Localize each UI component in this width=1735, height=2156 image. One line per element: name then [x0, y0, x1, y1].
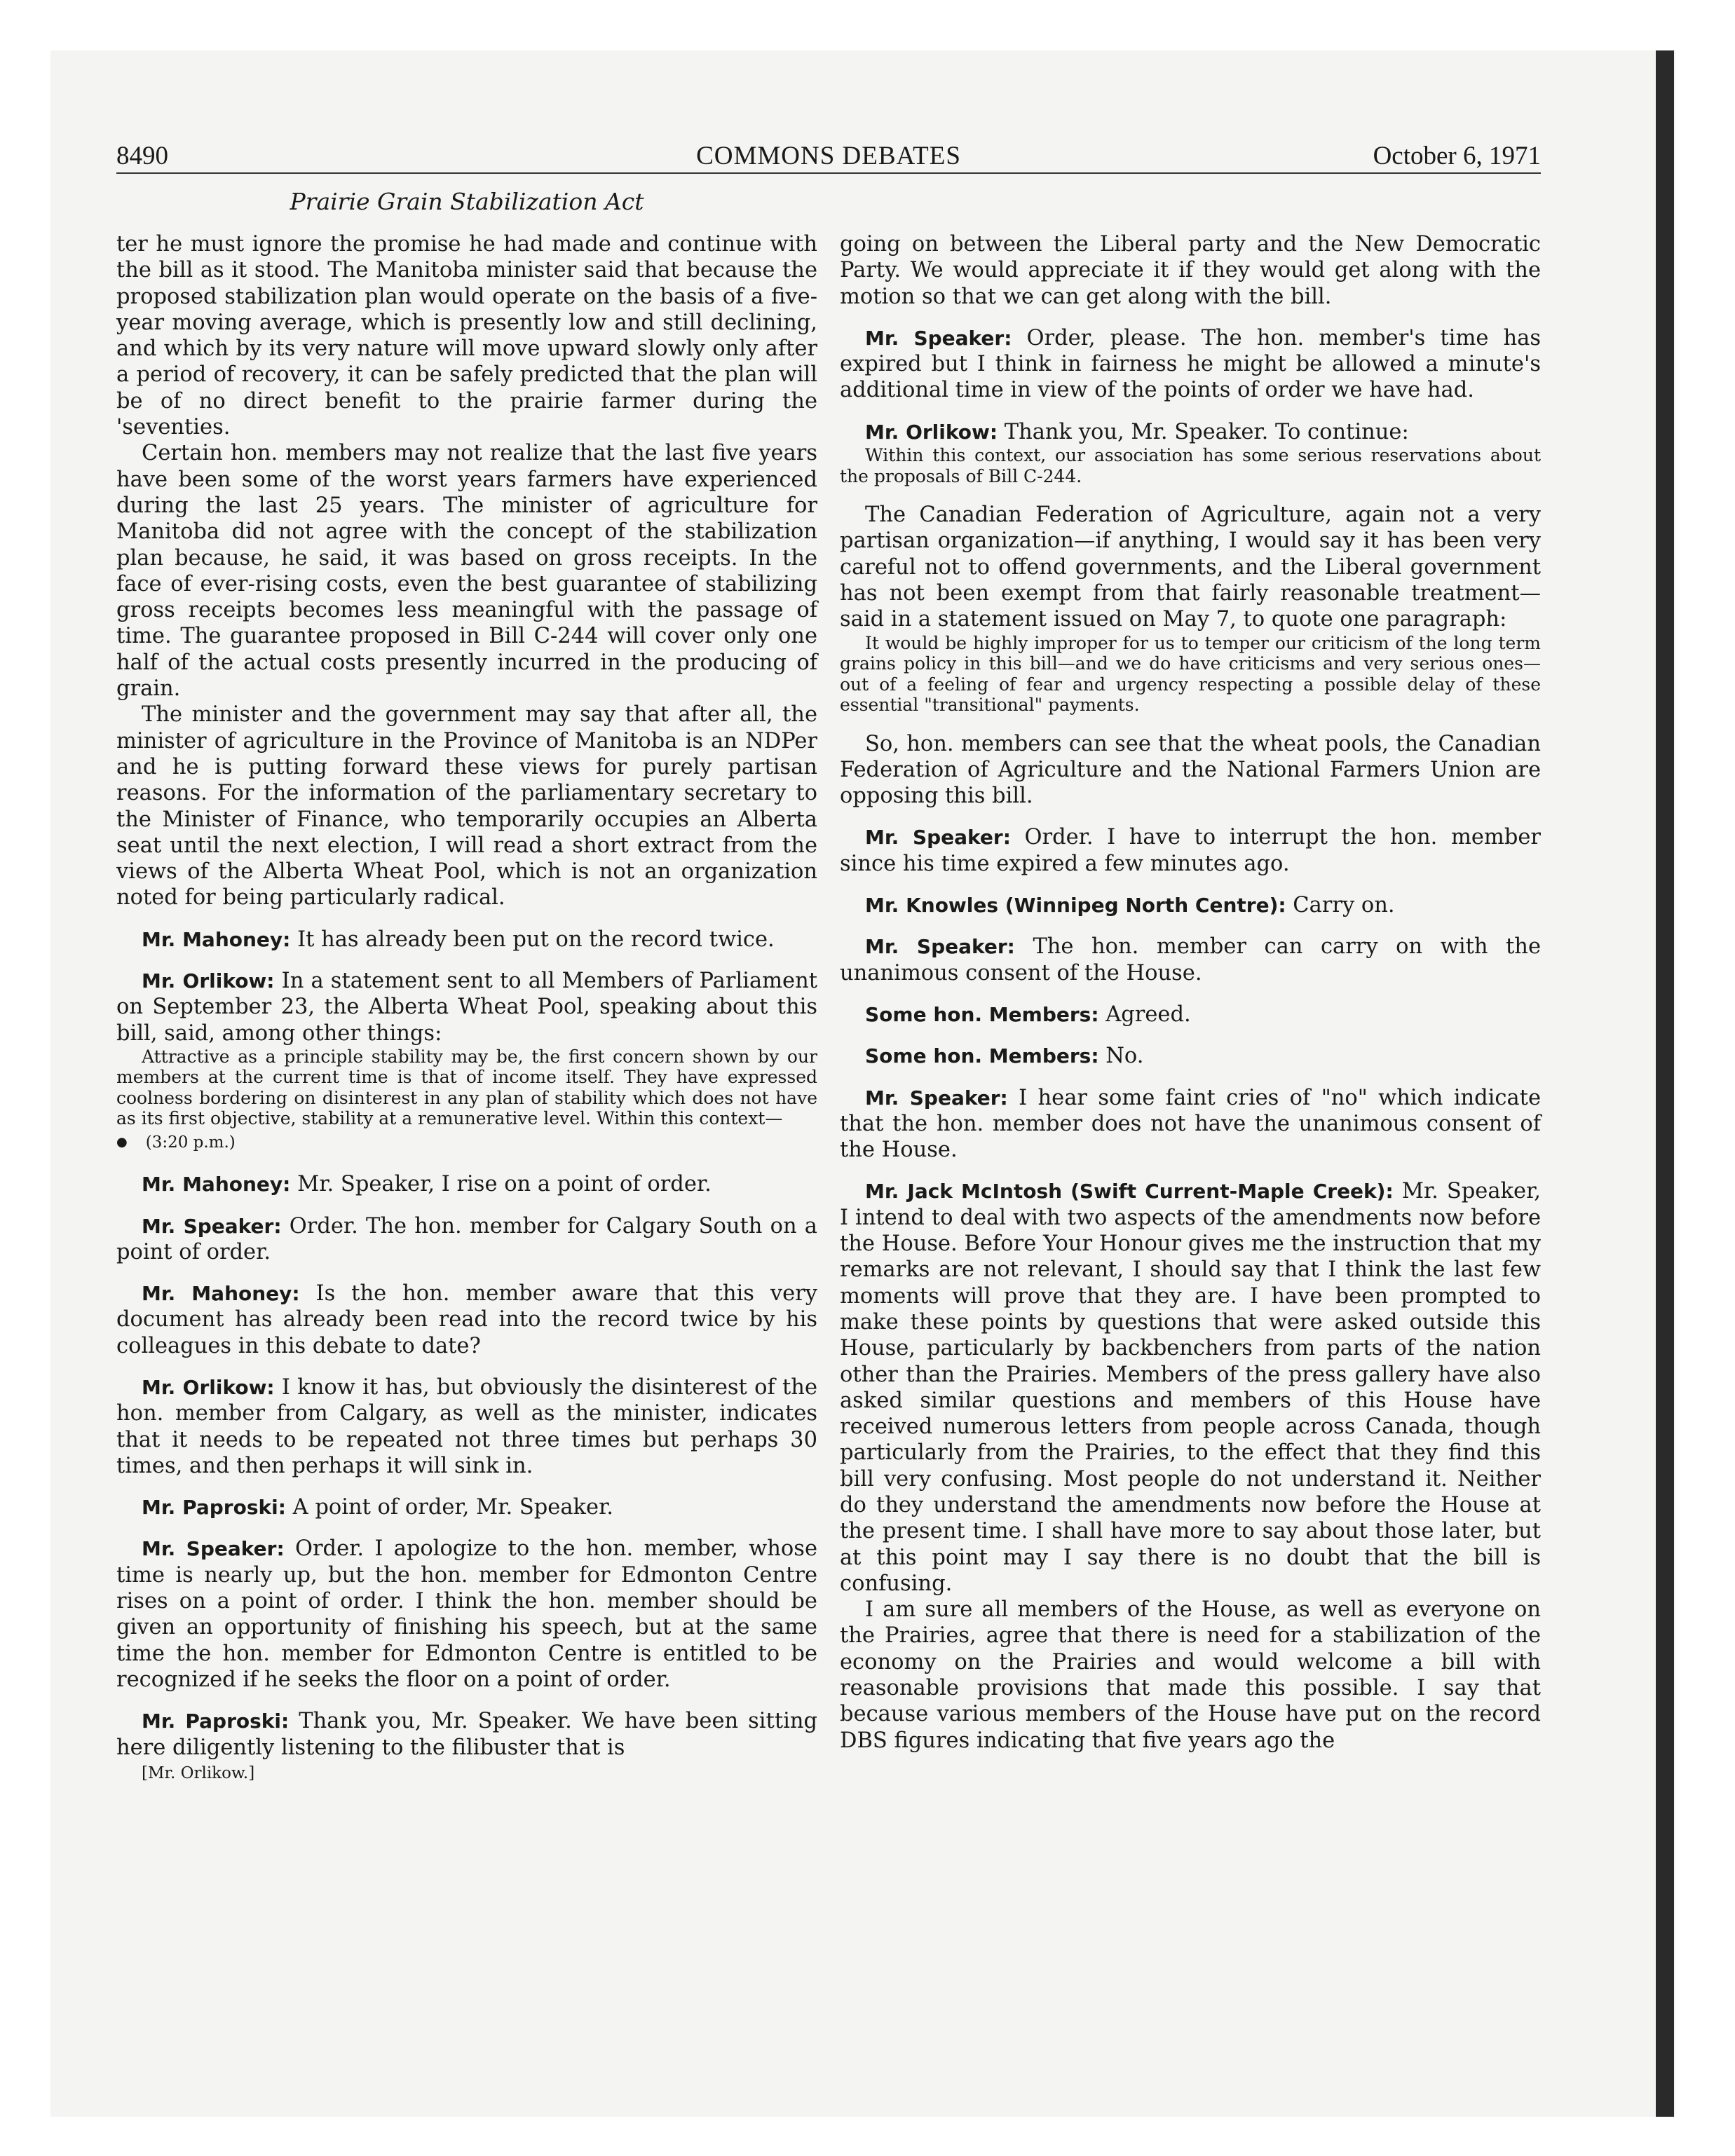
- speaker-name: Some hon. Members:: [865, 1044, 1099, 1068]
- block-quote: Attractive as a principle stability may be, the first concern shown by our members at the current time is that of income itself. They have expressed coolness bordering on disinterest in any plan of stability which does not have as its first objective, stability at a remunerative level. Within this context—: [116, 1046, 817, 1129]
- speaker-name: Mr. Speaker:: [865, 935, 1015, 959]
- page-number: 8490: [116, 142, 168, 170]
- speaker-name: Mr. Speaker:: [142, 1214, 282, 1238]
- paragraph: The Canadian Federation of Agriculture, again not a very partisan organization—if anything, I would say it has been very careful not to offend governments, and the Liberal government has not been exempt from that fairly reasonable treatment—said in a statement issued on May 7, to quote one paragraph:: [840, 503, 1541, 632]
- speaker-name: Mr. Orlikow:: [142, 969, 275, 993]
- speech-text: No.: [1098, 1044, 1144, 1069]
- left-column: [116, 231, 817, 1787]
- speech: [840, 1085, 1541, 1164]
- page-header: [116, 139, 1541, 174]
- speech-text: Thank you, Mr. Speaker. We have been sitting here diligently listening to the filibuster that is: [116, 1709, 817, 1760]
- publication-title: COMMONS DEBATES: [696, 142, 961, 170]
- speaker-name: Mr. Jack McIntosh (Swift Current-Maple Creek):: [865, 1180, 1394, 1203]
- speech-text: In a statement sent to all Members of Parliament on September 23, the Alberta Wheat Pool, speaking about this bill, said, among other things:: [116, 969, 818, 1046]
- speaker-name: Mr. Orlikow:: [142, 1375, 275, 1399]
- speech-text: A point of order, Mr. Speaker.: [285, 1495, 613, 1520]
- speech: [116, 1494, 817, 1520]
- speech: [116, 927, 817, 953]
- speech: [840, 1043, 1541, 1069]
- speech: [116, 1374, 817, 1479]
- speech-text: I hear some faint cries of "no" which indicate that the hon. member does not have the unanimous consent of the House.: [840, 1085, 1541, 1163]
- speaker-name: Mr. Speaker:: [142, 1537, 285, 1561]
- paragraph: ter he must ignore the promise he had made and continue with the bill as it stood. The Manitoba minister said that because the proposed stabilization plan would operate on the basis of a five-year moving average, which is presently low and still declining, and which by its very nature will move upward slowly only after a period of recovery, it can be safely predicted that the plan will be of no direct benefit to the prairie farmer during the 'seventies.: [116, 232, 817, 440]
- paragraph: going on between the Liberal party and the New Democratic Party. We would appreciate it if they would get along with the motion so that we can get along with the bill.: [840, 232, 1541, 309]
- speaker-name: Mr. Mahoney:: [142, 927, 291, 951]
- speech-text: It has already been put on the record twice.: [290, 927, 775, 952]
- section-subheading: Prairie Grain Stabilization Act: [290, 188, 644, 215]
- paragraph: Certain hon. members may not realize that the last five years have been some of the worst years farmers have experienced during the last 25 years. The minister of agriculture for Manitoba did not agree with the concept of the stabilization plan because, he said, it was based on gross receipts. In the face of ever-rising costs, even the best guarantee of stabilizing gross receipts becomes less meaningful with the passage of time. The guarantee proposed in Bill C-244 will cover only one half of the actual costs presently incurred in the producing of grain.: [116, 441, 817, 702]
- speech-text: Mr. Speaker, I intend to deal with two aspects of the amendments now before the House. Before Your Honour gives me the instruction that my remarks are not relevant, I should say that I think the last few moments will prove that they are. I have been prompted to make these points by questions that were asked outside this House, particularly by backbenchers from parts of the nation other than the Prairies. Members of the press gallery have also asked similar questions and members of this House have received numerous letters from people across Canada, though particularly from the Prairies, to the effect that they find this bill very confusing. Most people do not understand it. Neither do they understand the amendments now before the House at the present time. I shall have more to say about those later, but at this point may I say there is no doubt that the bill is confusing.: [840, 1179, 1541, 1596]
- speech: [116, 968, 817, 1046]
- speech-text: Order. I have to interrupt the hon. member since his time expired a few minutes ago.: [840, 825, 1541, 876]
- speech: [840, 934, 1541, 986]
- speech: [116, 1213, 817, 1266]
- speaker-name: Mr. Orlikow:: [865, 420, 998, 444]
- bullet-icon: ●: [116, 1134, 128, 1149]
- speech: [840, 325, 1541, 404]
- speech: [840, 1178, 1541, 1597]
- speech: [116, 1171, 817, 1197]
- scan-edge: [1656, 50, 1674, 2117]
- speech-text: Agreed.: [1098, 1002, 1191, 1027]
- speech-text: The hon. member can carry on with the unanimous consent of the House.: [840, 934, 1541, 985]
- speech: [840, 1002, 1541, 1028]
- speaker-name: Mr. Speaker:: [865, 1086, 1008, 1110]
- paragraph: So, hon. members can see that the wheat pools, the Canadian Federation of Agriculture and the National Farmers Union are opposing this bill.: [840, 731, 1541, 809]
- speech: [840, 892, 1541, 918]
- speech-text: Order. I apologize to the hon. member, whose time is nearly up, but the hon. member for Edmonton Centre rises on a point of order. I think the hon. member should be given an opportunity of finishing his speech, but at the same time the hon. member for Edmonton Centre is entitled to be recognized if he seeks the floor on a point of order.: [116, 1536, 817, 1692]
- speech: [840, 419, 1541, 445]
- speech-text: Order, please. The hon. member's time has expired but I think in fairness he might be allowed a minute's additional time in view of the points of order we have had.: [840, 325, 1541, 403]
- paragraph: I am sure all members of the House, as well as everyone on the Prairies, agree that there is need for a stabilization of the economy on the Prairies and would welcome a bill with reasonable provisions that made this possible. I say that because various members of the House have put on the record DBS figures indicating that five years ago the: [840, 1597, 1541, 1753]
- time-marker-text: (3:20 p.m.): [145, 1133, 236, 1152]
- block-quote: Within this context, our association has some serious reservations about the proposals of Bill C-244.: [840, 445, 1541, 486]
- speaker-footnote: [Mr. Orlikow.]: [142, 1763, 255, 1782]
- speaker-name: Mr. Paproski:: [142, 1496, 286, 1520]
- speech: [116, 1281, 817, 1359]
- speaker-name: Mr. Speaker:: [865, 826, 1011, 850]
- speech: [116, 1708, 817, 1761]
- speech: [840, 824, 1541, 877]
- block-quote: It would be highly improper for us to temper our criticism of the long term grains policy in this bill—and we do have criticisms and very serious ones—out of a feeling of fear and urgency respecting a possible delay of these essential "transitional" payments.: [840, 632, 1541, 716]
- speech-text: I know it has, but obviously the disinterest of the hon. member from Calgary, as well as the minister, indicates that it needs to be repeated not three times but perhaps 30 times, and then perhaps it will sink in.: [116, 1374, 817, 1478]
- speaker-name: Mr. Speaker:: [865, 326, 1012, 350]
- time-marker: [116, 1129, 817, 1156]
- paragraph: The minister and the government may say that after all, the minister of agriculture in the Province of Manitoba is an NDPer and he is putting forward these views for purely partisan reasons. For the information of the parliamentary secretary to the Minister of Finance, who temporarily occupies an Alberta seat until the next election, I will read a short extract from the views of the Alberta Wheat Pool, which is not an organization noted for being particularly radical.: [116, 702, 817, 910]
- speaker-name: Mr. Knowles (Winnipeg North Centre):: [865, 894, 1286, 917]
- speaker-name: Mr. Mahoney:: [142, 1282, 300, 1306]
- publication-date: October 6, 1971: [1373, 142, 1541, 170]
- speaker-name: Mr. Mahoney:: [142, 1173, 291, 1196]
- speech-text: Is the hon. member aware that this very document has already been read into the record twice by his colleagues in this debate to date?: [116, 1281, 817, 1358]
- speech: [116, 1536, 817, 1693]
- speech-text: Carry on.: [1286, 893, 1395, 918]
- speaker-name: Some hon. Members:: [865, 1002, 1099, 1026]
- speech-text: Thank you, Mr. Speaker. To continue:: [998, 419, 1409, 444]
- speaker-name: Mr. Paproski:: [142, 1710, 290, 1733]
- right-column: [840, 231, 1541, 1754]
- speech-text: Order. The hon. member for Calgary South on a point of order.: [116, 1213, 817, 1264]
- speech-text: Mr. Speaker, I rise on a point of order.: [290, 1172, 712, 1197]
